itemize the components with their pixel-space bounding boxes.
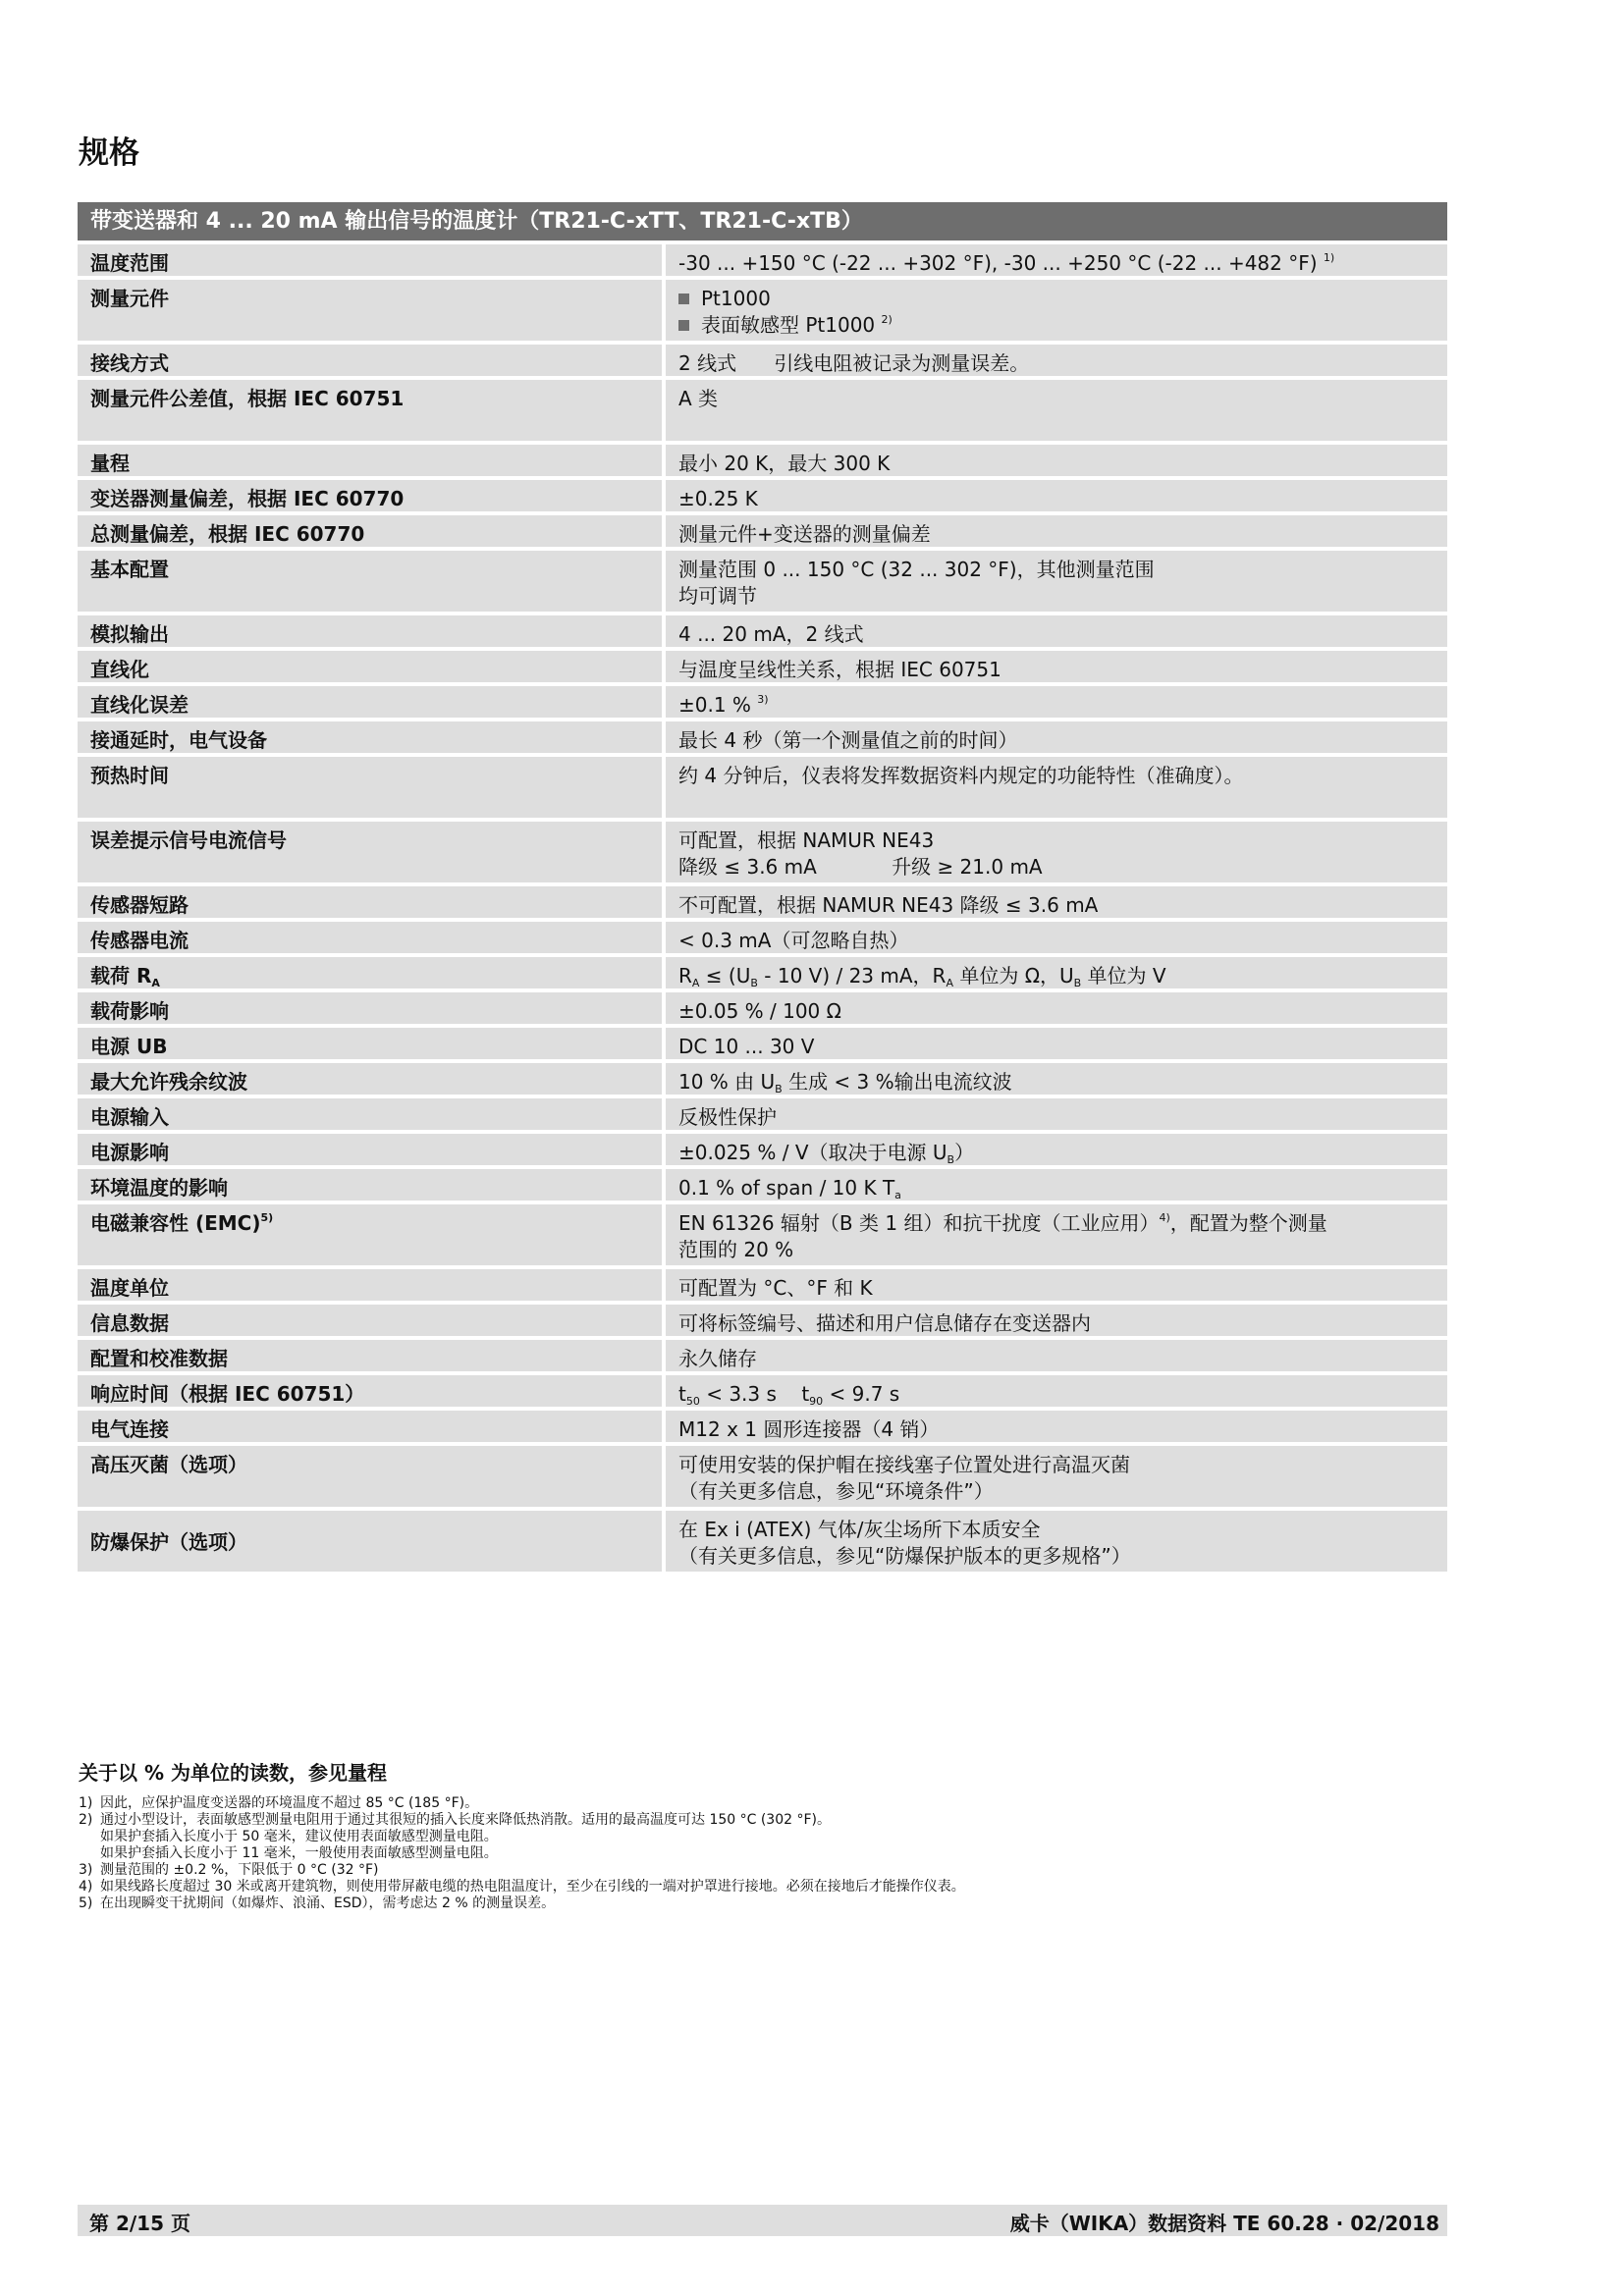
row-value: 测量元件+变送器的测量偏差 [666, 515, 1447, 547]
document-reference: 威卡（WIKA）数据资料 TE 60.28 · 02/2018 [1009, 2212, 1439, 2235]
row-value: 约 4 分钟后，仪表将发挥数据资料内规定的功能特性（准确度）。 [666, 757, 1447, 818]
bullet-item: Pt1000 [678, 286, 1437, 312]
table-row [78, 922, 1447, 953]
row-label: 变送器测量偏差，根据 IEC 60770 [78, 480, 662, 511]
spec-table [78, 202, 1447, 1575]
row-label: 载荷影响 [78, 992, 662, 1024]
row-label: 电气连接 [78, 1411, 662, 1442]
row-value: -30 ... +150 °C (-22 ... +302 °F), -30 ... +250 °C (-22 ... +482 °F) $^{1)}$ [666, 244, 1447, 276]
row-value: A 类 [666, 380, 1447, 441]
table-row [78, 686, 1447, 718]
row-value: $t_{50} < 3.3$ s $t_{90} < 9.7$ s [666, 1375, 1447, 1407]
table-row [78, 1340, 1447, 1371]
table-row [78, 380, 1447, 441]
footnote: 如果护套插入长度小于 50 毫米，建议使用表面敏感型测量电阻。 [100, 1829, 498, 1844]
table-row [78, 280, 1447, 341]
table-row [78, 1511, 1447, 1572]
page-footer [78, 2205, 1447, 2236]
table-row [78, 721, 1447, 753]
row-value: 永久储存 [666, 1340, 1447, 1371]
row-label: 高压灭菌（选项） [78, 1446, 662, 1507]
table-row [78, 615, 1447, 647]
row-value: ±0.05 % / 100 Ω [666, 992, 1447, 1024]
table-row [78, 1134, 1447, 1165]
row-value: 可配置，根据 NAMUR NE43 降级 ≤ 3.6 mA 升级 ≥ 21.0 mA [666, 822, 1447, 882]
square-bullet-icon [678, 294, 689, 304]
row-label: 测量元件公差值，根据 IEC 60751 [78, 380, 662, 441]
table-row [78, 651, 1447, 682]
row-value: 可将标签编号、描述和用户信息储存在变送器内 [666, 1305, 1447, 1336]
row-value: 与温度呈线性关系，根据 IEC 60751 [666, 651, 1447, 682]
table-row [78, 1411, 1447, 1442]
table-row [78, 822, 1447, 882]
table-row [78, 992, 1447, 1024]
row-value: 可使用安装的保护帽在接线塞子位置处进行高温灭菌 （有关更多信息，参见“环境条件”） [666, 1446, 1447, 1507]
square-bullet-icon [678, 320, 689, 331]
row-value: 反极性保护 [666, 1098, 1447, 1130]
row-value: 最小 20 K，最大 300 K [666, 445, 1447, 476]
row-value: DC 10 ... 30 V [666, 1028, 1447, 1059]
row-label: 环境温度的影响 [78, 1169, 662, 1201]
row-value: 10 % 由 $U_B$ 生成 < 3 %输出电流纹波 [666, 1063, 1447, 1095]
row-value: ±0.25 K [666, 480, 1447, 511]
table-row [78, 244, 1447, 276]
row-value: ±0.025 % / V（取决于电源 $U_B$） [666, 1134, 1447, 1165]
row-label: 接线方式 [78, 345, 662, 376]
row-value: 在 Ex i (ATEX) 气体/灰尘场所下本质安全 （有关更多信息，参见“防爆保护版本的更多规格”） [666, 1511, 1447, 1572]
row-value: M12 x 1 圆形连接器（4 销） [666, 1411, 1447, 1442]
bullet-item: 表面敏感型 Pt1000 $^{2)}$ [678, 312, 1437, 339]
table-row [78, 445, 1447, 476]
footnote: 如果护套插入长度小于 11 毫米，一般使用表面敏感型测量电阻。 [100, 1845, 498, 1861]
row-label: 防爆保护（选项） [78, 1511, 662, 1572]
table-row [78, 757, 1447, 818]
footnote: 3) 测量范围的 ±0.2 %，下限低于 0 °C (32 °F) [79, 1862, 379, 1878]
table-row [78, 886, 1447, 918]
row-label: 电磁兼容性 (EMC)$^{5)}$ [78, 1204, 662, 1265]
row-label: 电源 UB [78, 1028, 662, 1059]
table-row [78, 551, 1447, 612]
row-label: 直线化 [78, 651, 662, 682]
row-label: 预热时间 [78, 757, 662, 818]
page-title: 规格 [79, 135, 139, 171]
row-value: 测量范围 0 ... 150 °C (32 ... 302 °F)，其他测量范围 均可调节 [666, 551, 1447, 612]
table-row [78, 515, 1447, 547]
row-label: 传感器电流 [78, 922, 662, 953]
table-row [78, 1204, 1447, 1265]
row-label: 温度范围 [78, 244, 662, 276]
row-label: 信息数据 [78, 1305, 662, 1336]
row-label: 配置和校准数据 [78, 1340, 662, 1371]
row-label: 总测量偏差，根据 IEC 60770 [78, 515, 662, 547]
table-row [78, 1169, 1447, 1201]
row-label: 模拟输出 [78, 615, 662, 647]
table-row [78, 1063, 1447, 1095]
row-value: 2 线式 引线电阻被记录为测量误差。 [666, 345, 1447, 376]
row-value: 4 ... 20 mA，2 线式 [666, 615, 1447, 647]
table-row [78, 1446, 1447, 1507]
row-value: 可配置为 °C、°F 和 K [666, 1269, 1447, 1301]
table-row [78, 1028, 1447, 1059]
row-label: 响应时间（根据 IEC 60751） [78, 1375, 662, 1407]
row-value: ±0.1 % $^{3)}$ [666, 686, 1447, 718]
notes-title: 关于以 % 为单位的读数，参见量程 [79, 1761, 387, 1785]
row-label: 电源输入 [78, 1098, 662, 1130]
footnote: 5) 在出现瞬变干扰期间（如爆炸、浪涌、ESD），需考虑达 2 % 的测量误差。 [79, 1896, 556, 1911]
row-label: 直线化误差 [78, 686, 662, 718]
row-label: 载荷 $R_A$ [78, 957, 662, 988]
table-row [78, 1375, 1447, 1407]
table-row [78, 480, 1447, 511]
row-value: $R_A \le (U_B - 10$ V) / 23 mA，$R_A$ 单位为 Ω，$U_B$ 单位为 V [666, 957, 1447, 988]
footnotes [79, 1757, 1448, 1912]
row-label: 基本配置 [78, 551, 662, 612]
row-value: EN 61326 辐射（B 类 1 组）和抗干扰度（工业应用）$^{4)}$，配置为整个测量 范围的 20 % [666, 1204, 1447, 1265]
footnote: 4) 如果线路长度超过 30 米或离开建筑物，则使用带屏蔽电缆的热电阻温度计，至少在引线的一端对护罩进行接地。必须在接地后才能操作仪表。 [79, 1879, 965, 1895]
row-value: < 0.3 mA（可忽略自热） [666, 922, 1447, 953]
row-value: 最长 4 秒（第一个测量值之前的时间） [666, 721, 1447, 753]
footnote: 2) 通过小型设计，表面敏感型测量电阻用于通过其很短的插入长度来降低热消散。适用的最高温度可达 150 °C (302 °F)。 [79, 1812, 831, 1828]
row-value [666, 280, 1447, 341]
table-row [78, 957, 1447, 988]
page-number: 第 2/15 页 [89, 2212, 190, 2235]
row-value: 0.1 % of span / 10 K $T_a$ [666, 1169, 1447, 1201]
row-label: 误差提示信号电流信号 [78, 822, 662, 882]
table-header: 带变送器和 4 ... 20 mA 输出信号的温度计（TR21-C-xTT、TR21-C-xTB） [78, 202, 1447, 240]
row-label: 传感器短路 [78, 886, 662, 918]
table-row [78, 1305, 1447, 1336]
row-label: 测量元件 [78, 280, 662, 341]
row-label: 接通延时，电气设备 [78, 721, 662, 753]
row-label: 量程 [78, 445, 662, 476]
table-row [78, 345, 1447, 376]
table-row [78, 1269, 1447, 1301]
footnote: 1) 因此，应保护温度变送器的环境温度不超过 85 °C (185 °F)。 [79, 1795, 479, 1811]
row-label: 电源影响 [78, 1134, 662, 1165]
table-row [78, 1098, 1447, 1130]
row-label: 最大允许残余纹波 [78, 1063, 662, 1095]
row-value: 不可配置，根据 NAMUR NE43 降级 ≤ 3.6 mA [666, 886, 1447, 918]
row-label: 温度单位 [78, 1269, 662, 1301]
